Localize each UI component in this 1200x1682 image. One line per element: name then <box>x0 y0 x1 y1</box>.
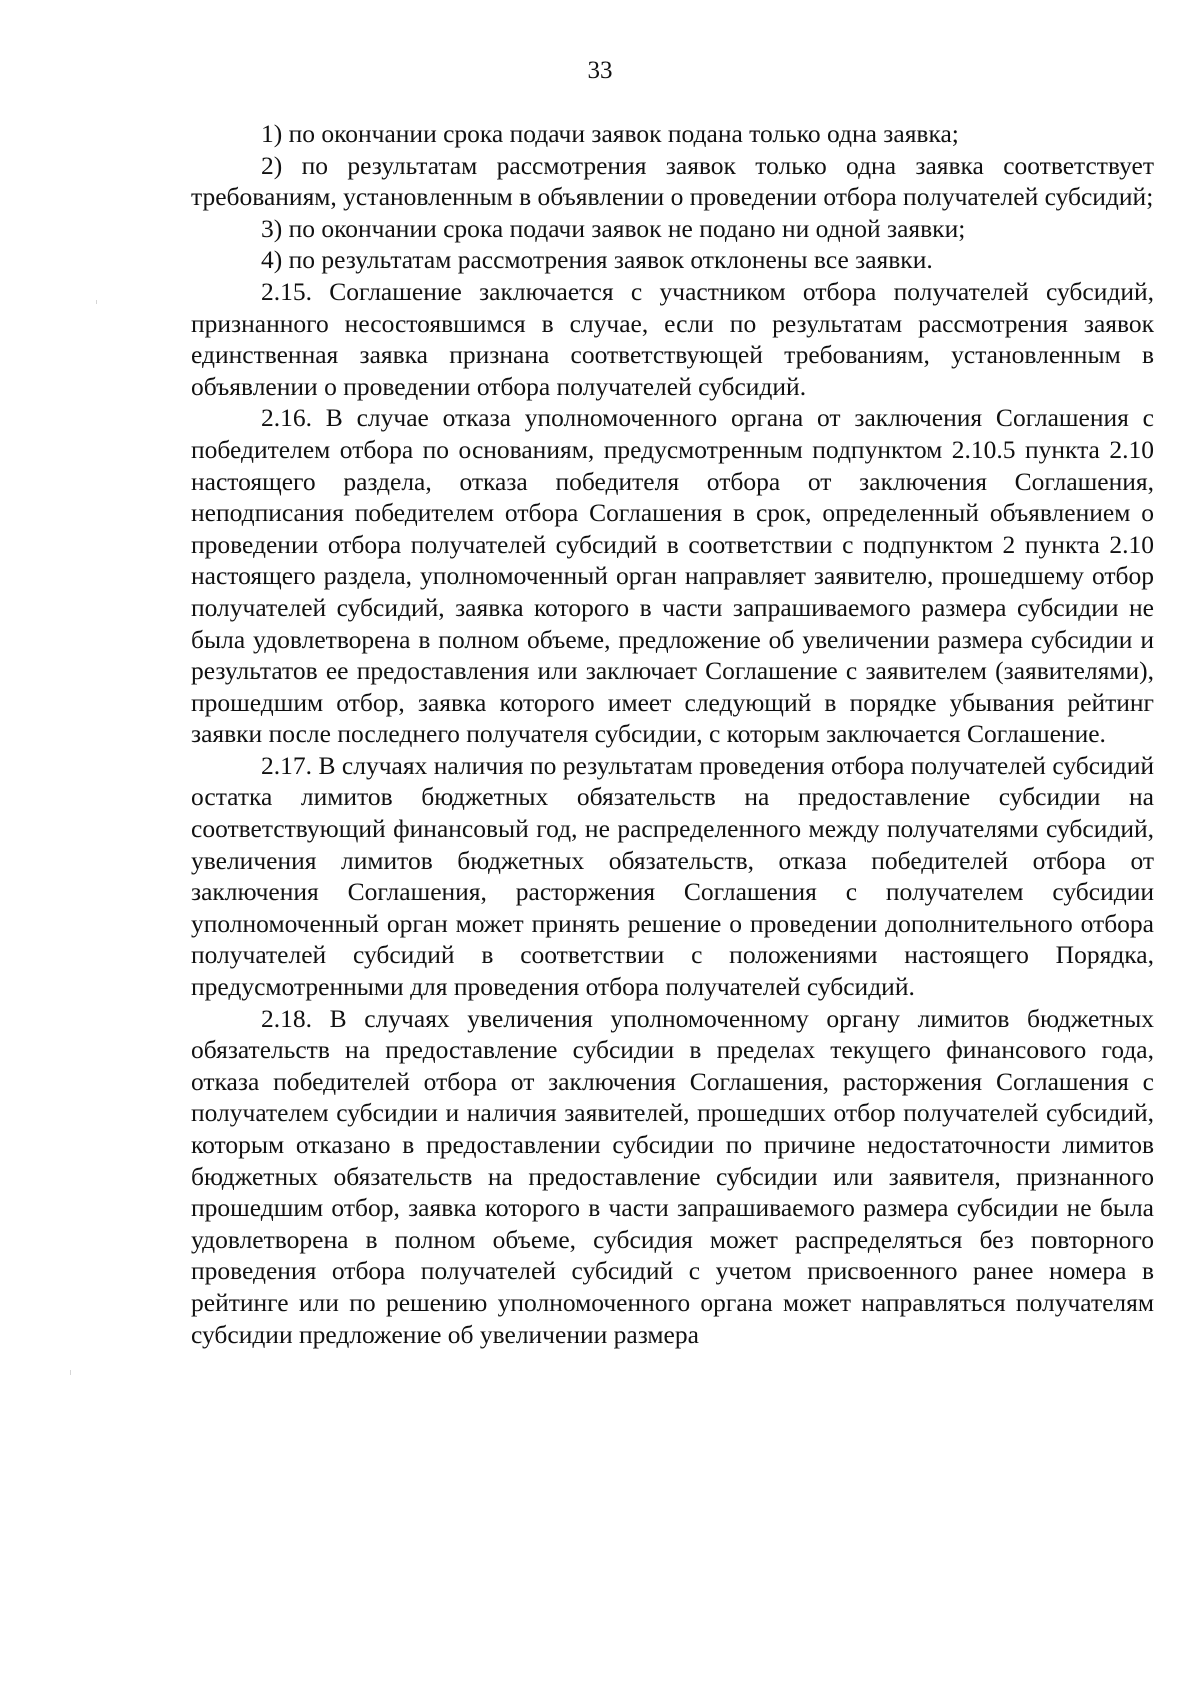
scan-artifact-left-lower <box>70 1370 71 1375</box>
list-item-3: 3) по окончании срока подачи заявок не подано ни одной заявки; <box>261 213 966 243</box>
clause-2-15: 2.15. Соглашение заключается с участником отбора получателей субсидий, признанного несостоявшимся в случае, если по результатам рассмотрения заявок единственная заявка признана соответствующей требованиям, установленным в объявлении о проведении отбора получателей субсидий. <box>191 276 1154 401</box>
clause-2-17: 2.17. В случаях наличия по результатам проведения отбора получателей субсидий остатка лимитов бюджетных обязательств на предоставление субсидии на соответствующий финансовый год, не распределенного между получателями субсидий, увеличения лимитов бюджетных обязательств, отказа победителей отбора от заключения Соглашения, расторжения Соглашения с получателем субсидии уполномоченный орган может принять решение о проведении дополнительного отбора получателей субсидий в соответствии с положениями настоящего Порядка, предусмотренными для проведения отбора получателей субсидий. <box>191 750 1154 1002</box>
list-item-1: 1) по окончании срока подачи заявок подана только одна заявка; <box>261 119 959 148</box>
page-number: 33 <box>587 57 613 84</box>
clause-2-16: 2.16. В случае отказа уполномоченного органа от заключения Соглашения с победителем отбора по основаниям, предусмотренным подпунктом 2.10.5 пункта 2.10 настоящего раздела, отказа победителя отбора от заключения Соглашения, неподписания победителем отбора Соглашения в срок, определенный объявлением о проведении отбора получателей субсидий в соответствии с подпунктом 2 пункта 2.10 настоящего раздела, уполномоченный орган направляет заявителю, прошедшему отбор получателей субсидий, заявка которого в части запрашиваемого размера субсидии не была удовлетворена в полном объеме, предложение об увеличении размера субсидии и результатов ее предоставления или заключает Соглашение с заявителем (заявителями), прошедшим отбор, заявка которого имеет следующий в порядке убывания рейтинг заявки после последнего получателя субсидии, с которым заключается Соглашение. <box>191 403 1154 749</box>
clause-2-18: 2.18. В случаях увеличения уполномоченному органу лимитов бюджетных обязательств на предоставление субсидии в пределах текущего финансового года, отказа победителей отбора от заключения Соглашения, расторжения Соглашения с получателем субсидии и наличия заявителей, прошедших отбор получателей субсидий, которым отказано в предоставлении субсидии по причине недостаточности лимитов бюджетных обязательств на предоставление субсидии или заявителя, признанного прошедшим отбор, заявка которого в части запрашиваемого размера субсидии не была удовлетворена в полном объеме, субсидия может распределяться без повторного проведения отбора получателей субсидий с учетом присвоенного ранее номера в рейтинге или по решению уполномоченного органа может направляться получателям субсидии предложение об увеличении размера <box>191 1003 1154 1349</box>
scan-artifact-left <box>96 300 97 304</box>
list-item-2: 2) по результатам рассмотрения заявок только одна заявка соответствует требованиям, установленным в объявлении о проведении отбора получателей субсидий; <box>191 150 1154 212</box>
document-body <box>191 118 1154 1350</box>
list-item-4: 4) по результатам рассмотрения заявок отклонены все заявки. <box>261 245 933 275</box>
